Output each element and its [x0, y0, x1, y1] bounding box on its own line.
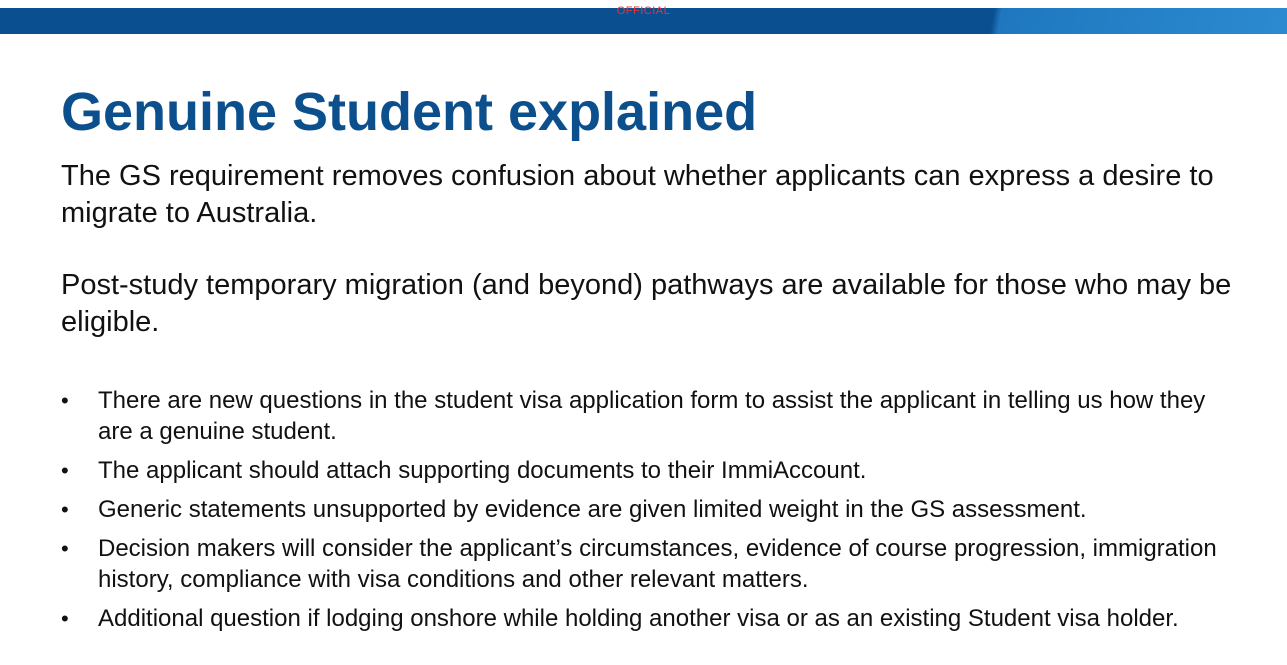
bullet-text: Decision makers will consider the applicant’s circumstances, evidence of course progression, immigration history, compliance with visa conditions and other relevant matters.	[98, 535, 1217, 593]
bullet-text: Additional question if lodging onshore while holding another visa or as an existing Student visa holder.	[98, 605, 1179, 632]
bullet-dot-icon: •	[61, 388, 69, 413]
bullet-text: Generic statements unsupported by evidence are given limited weight in the GS assessment.	[98, 496, 1087, 523]
bullet-text: The applicant should attach supporting documents to their ImmiAccount.	[98, 457, 867, 484]
bullet-item	[61, 533, 1241, 595]
bullet-list	[61, 385, 1241, 642]
bullet-dot-icon: •	[61, 458, 69, 483]
intro-paragraph-1: The GS requirement removes confusion about whether applicants can express a desire to migrate to Australia.	[61, 160, 1214, 229]
classification-label: OFFICIAL	[616, 5, 671, 17]
bullet-dot-icon: •	[61, 606, 69, 631]
bullet-item	[61, 455, 1241, 486]
intro-paragraph-2: Post-study temporary migration (and beyond) pathways are available for those who may be eligible.	[61, 269, 1232, 338]
bullet-item	[61, 603, 1241, 634]
slide-title: Genuine Student explained	[61, 82, 758, 142]
bullet-text: There are new questions in the student visa application form to assist the applicant in telling us how they are a genuine student.	[98, 387, 1206, 445]
bullet-dot-icon: •	[61, 497, 69, 522]
bullet-item	[61, 494, 1241, 525]
bullet-item	[61, 385, 1241, 447]
bullet-dot-icon: •	[61, 536, 69, 561]
